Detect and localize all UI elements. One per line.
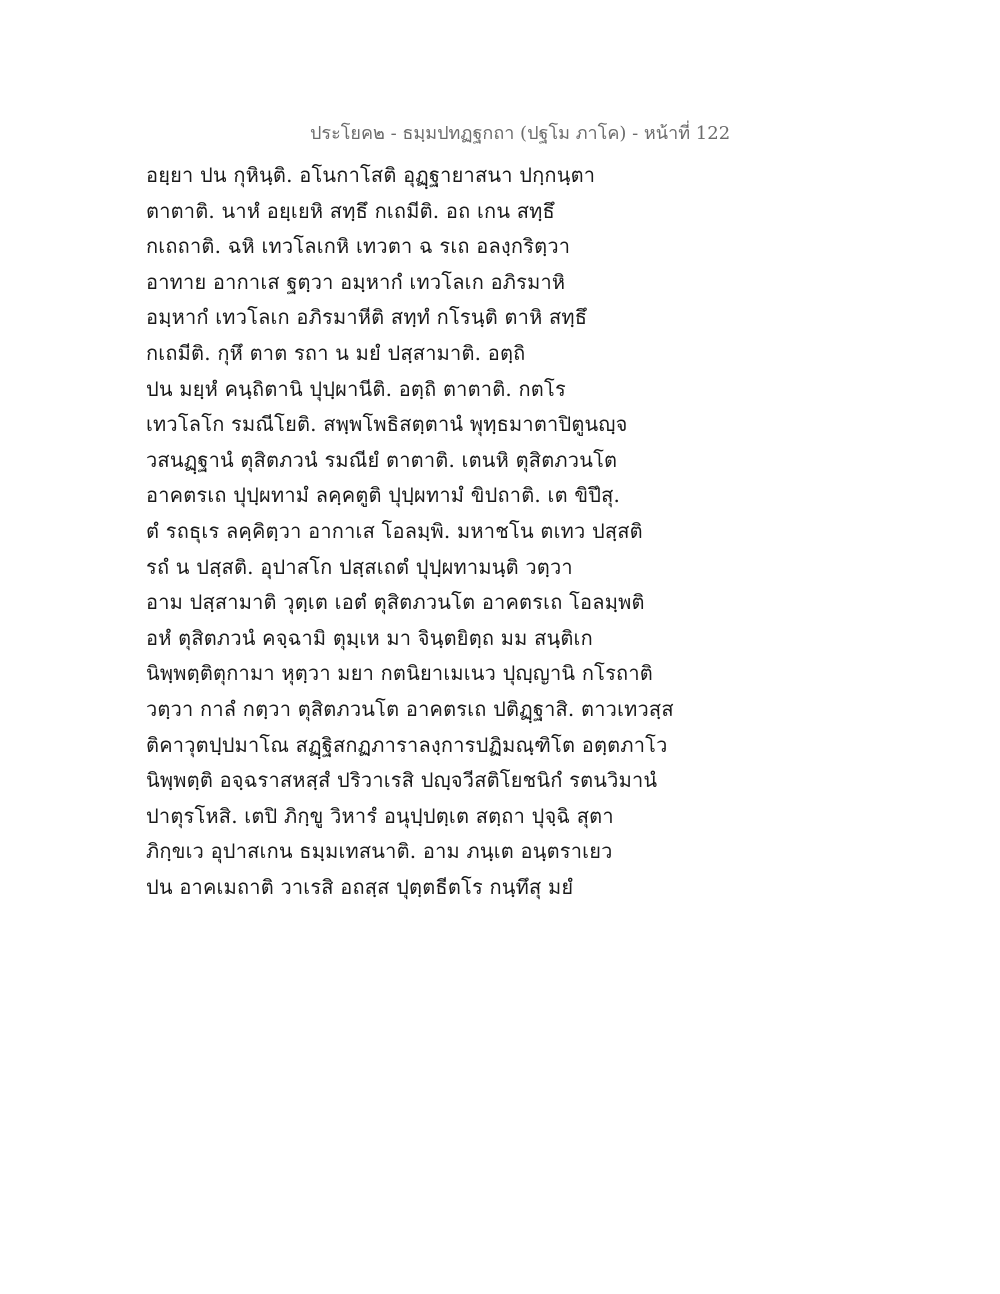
text-line: ภิกฺขเว อุปาสเกน ธมฺมเทสนาติ. อาม ภนฺเต อนฺตราเยว bbox=[146, 839, 613, 864]
text-line: ปน อาคเมถาติ วาเรสิ อถสฺส ปุตฺตธีตโร กนฺทึสุ มยํ bbox=[146, 874, 574, 899]
text-line: อมฺหากํ เทวโลเก อภิรมาหีติ สทฺทํ กโรนฺติ ตาหิ สทฺธึ bbox=[146, 305, 588, 330]
body-text bbox=[146, 158, 706, 905]
text-line: อาคตรเถ ปุปฺผทามํ ลคฺคตูติ ปุปฺผทามํ ขิปถาติ. เต ขิปึสุ. bbox=[146, 483, 621, 508]
text-line: อาทาย อากาเส ฐตฺวา อมฺหากํ เทวโลเก อภิรมาหิ bbox=[146, 269, 566, 294]
text-line: วตฺวา กาลํ กตฺวา ตุสิตภวนโต อาคตรเถ ปติฏฺฐาสิ. ตาวเทวสฺส bbox=[146, 696, 674, 721]
text-line: นิพฺพตฺติตุกามา หุตฺวา มยา กตนิยาเมเนว ปุญฺญานิ กโรถาติ bbox=[146, 661, 653, 686]
text-line: ปาตุรโหสิ. เตปิ ภิกฺขู วิหารํ อนุปฺปตฺเต สตฺถา ปุจฺฉิ สุตา bbox=[146, 803, 614, 828]
text-line: ติคาวุตปฺปมาโณ สฏฺฐิสกฏภาราลงฺการปฏิมณฺฑิโต อตฺตภาโว bbox=[146, 732, 668, 757]
text-line: เทวโลโก รมณีโยติ. สพฺพโพธิสตฺตานํ พุทฺธมาตาปิตูนญฺจ bbox=[146, 412, 628, 437]
text-line: อยฺยา ปน กุหินฺติ. อโนกาโสติ อุฏฺฐายาสนา ปกฺกนฺตา bbox=[146, 163, 596, 187]
text-line: อาม ปสฺสามาติ วุตฺเต เอตํ ตุสิตภวนโต อาคตรเถ โอลมฺพติ bbox=[146, 590, 645, 615]
text-line: ปน มยฺหํ คนฺถิตานิ ปุปฺผานีติ. อตฺถิ ตาตาติ. กตโร bbox=[146, 376, 566, 401]
text-line: อหํ ตุสิตภวนํ คจฺฉามิ ตุมฺเห มา จินฺตยิตฺถ มม สนฺติเก bbox=[146, 625, 593, 650]
text-line: กเถมีติ. กุหึ ตาต รถา น มยํ ปสฺสามาติ. อตฺถิ bbox=[146, 340, 526, 365]
text-line: รถํ น ปสฺสติ. อุปาสโก ปสฺสเถตํ ปุปฺผทามนฺติ วตฺวา bbox=[146, 554, 573, 579]
text-line: กเถถาติ. ฉหิ เทวโลเกหิ เทวตา ฉ รเถ อลงฺกริตฺวา bbox=[146, 234, 571, 259]
text-line: นิพฺพตฺติ อจฺฉราสหสฺสํ ปริวาเรสิ ปญฺจวีสติโยชนิกํ รตนวิมานํ bbox=[146, 768, 658, 793]
text-line: ตํ รถธุเร ลคฺคิตฺวา อากาเส โอลมฺพิ. มหาชโน ตเทว ปสฺสติ bbox=[146, 518, 643, 543]
running-header: ประโยค๒ - ธมฺมปทฏฐกถา (ปฐโม ภาโค) - หน้าที่ 122 bbox=[310, 123, 731, 144]
text-line: ตาตาติ. นาหํ อยฺเยหิ สทฺธึ กเถมีติ. อถ เกน สทฺธึ bbox=[146, 198, 555, 223]
text-line: วสนฏฺฐานํ ตุสิตภวนํ รมณียํ ตาตาติ. เตนหิ ตุสิตภวนโต bbox=[146, 447, 618, 472]
